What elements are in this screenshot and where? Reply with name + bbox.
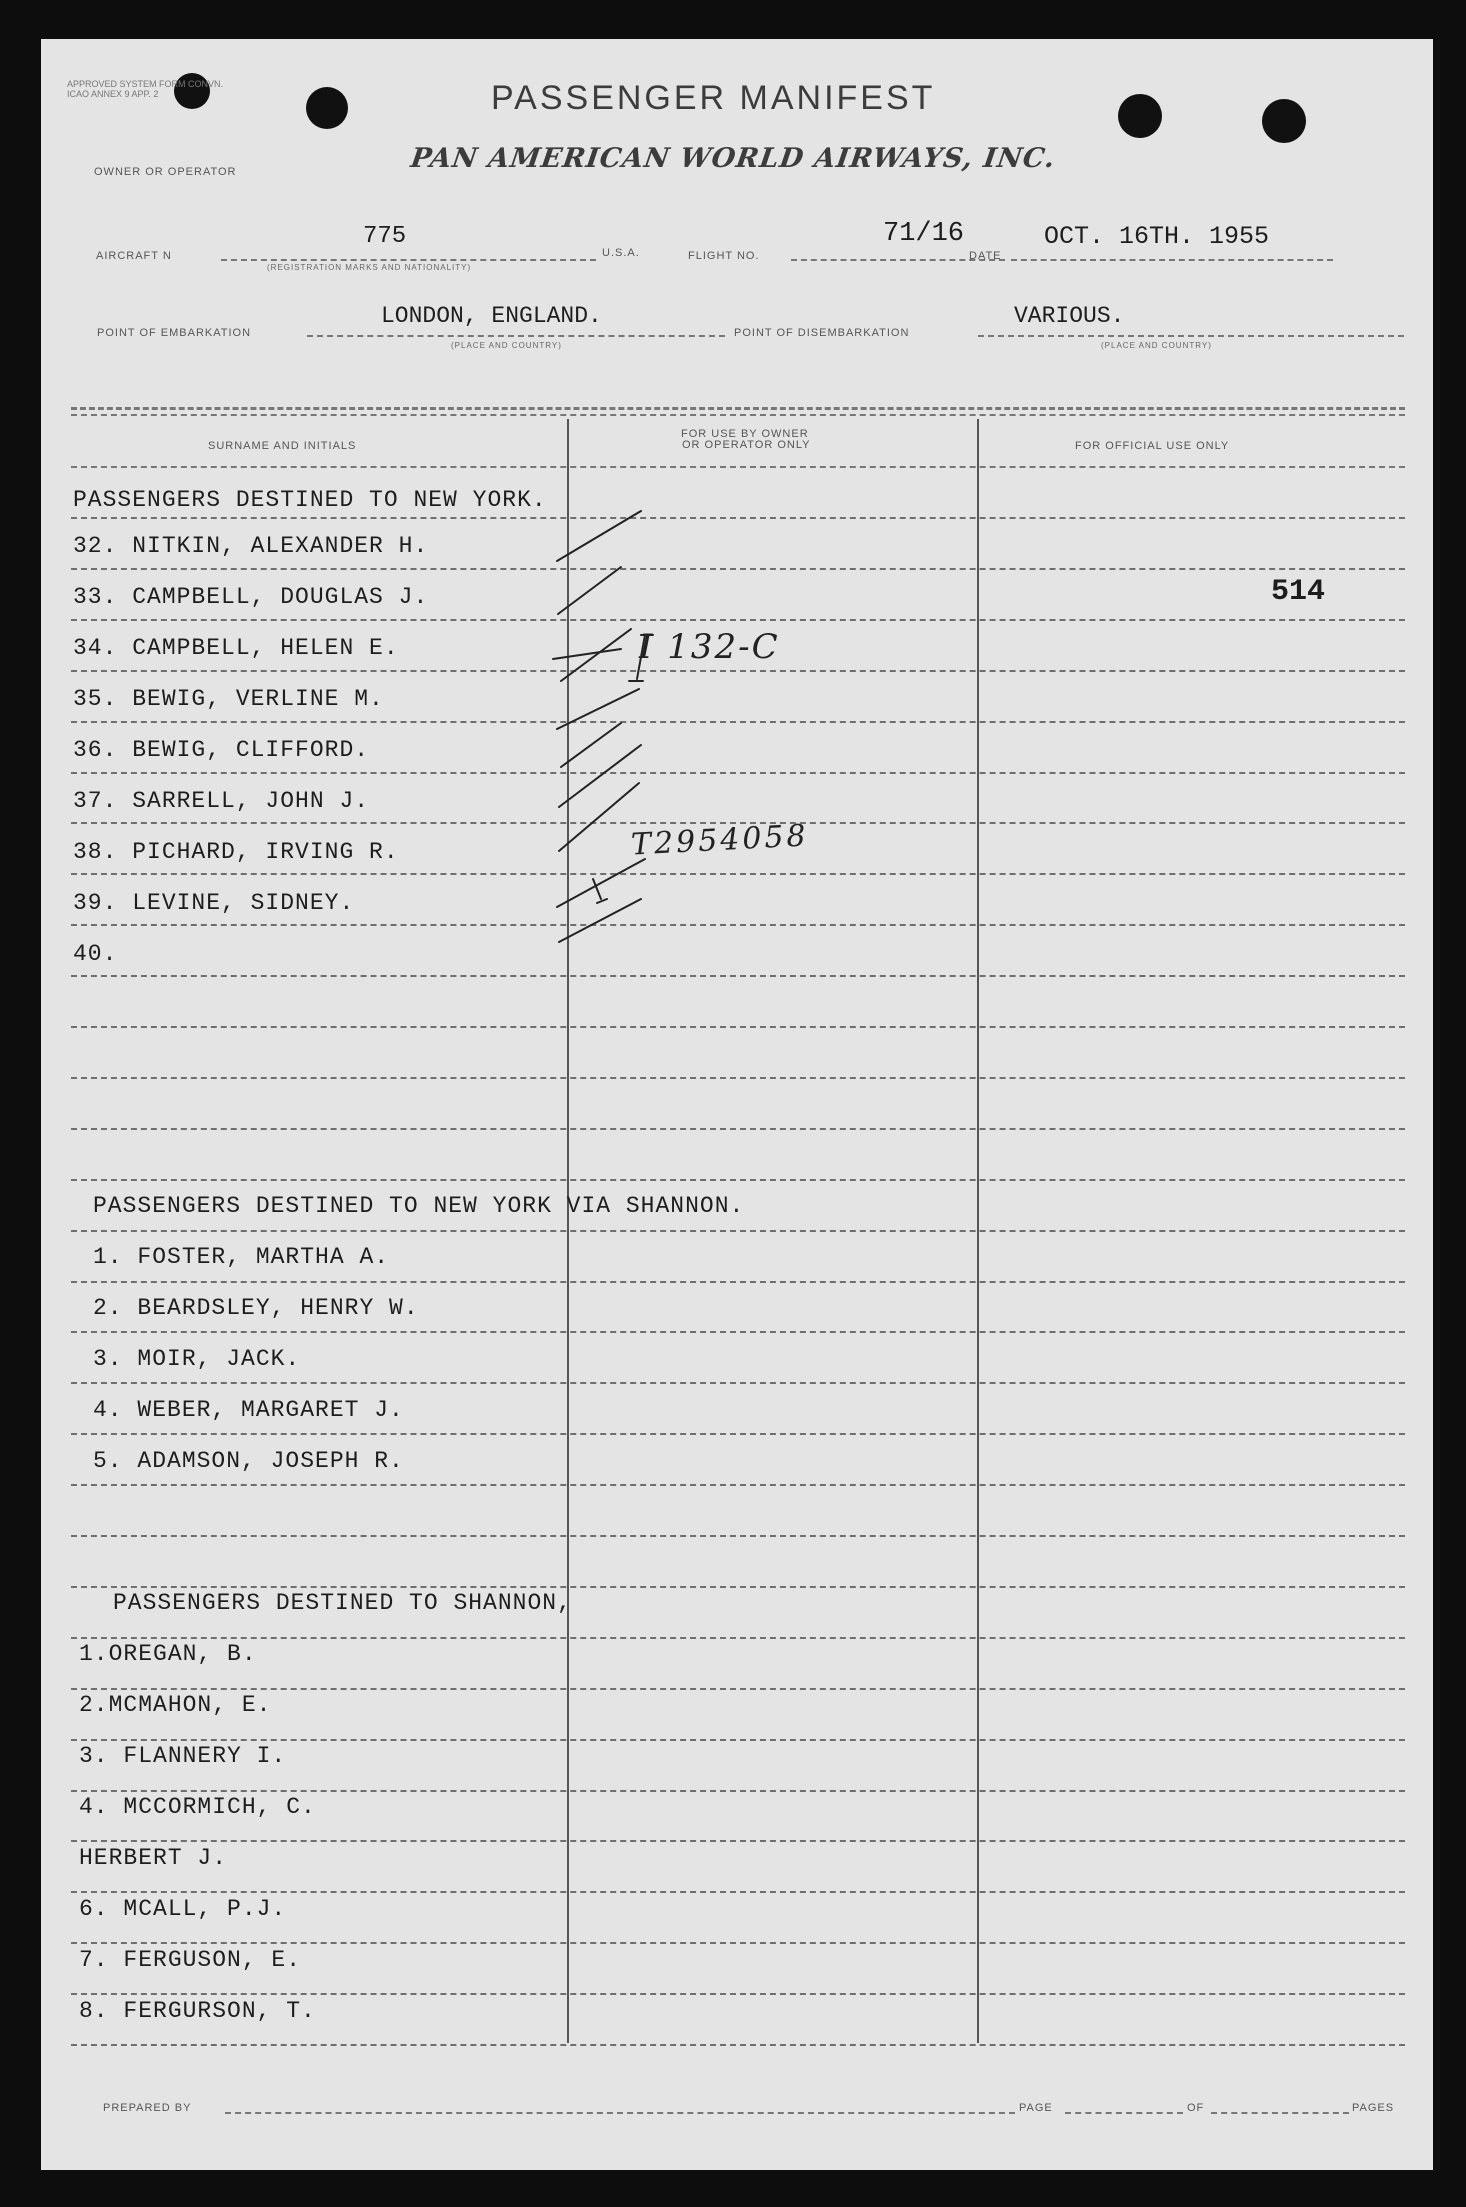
aircraft-sublabel: (REGISTRATION MARKS AND NATIONALITY): [267, 263, 472, 272]
check-marks: [41, 39, 1433, 2170]
disembarkation-label: POINT OF DISEMBARKATION: [734, 327, 910, 339]
disembarkation-sublabel: (PLACE AND COUNTRY): [1101, 341, 1212, 350]
check-mark: [553, 649, 621, 659]
check-mark: [557, 511, 641, 561]
passenger-row: 1. FOSTER, MARTHA A.: [93, 1244, 390, 1270]
pages-label: PAGES: [1352, 2102, 1395, 2114]
passenger-row: 37. SARRELL, JOHN J.: [73, 788, 370, 814]
passenger-row: 39. LEVINE, SIDNEY.: [73, 890, 355, 916]
check-mark: [559, 899, 641, 942]
passenger-row: 38. PICHARD, IRVING R.: [73, 839, 399, 865]
check-mark: [557, 689, 639, 729]
col-official-header: FOR OFFICIAL USE ONLY: [1075, 440, 1230, 452]
passenger-row: 3. FLANNERY I.: [79, 1743, 287, 1769]
passenger-row: 32. NITKIN, ALEXANDER H.: [73, 533, 429, 559]
passenger-row: 4. WEBER, MARGARET J.: [93, 1397, 404, 1423]
section-heading: PASSENGERS DESTINED TO NEW YORK.: [73, 487, 547, 513]
passenger-row: 34. CAMPBELL, HELEN E.: [73, 635, 399, 661]
date-value: OCT. 16TH. 1955: [1044, 222, 1270, 251]
aircraft-value: 775: [363, 223, 407, 250]
col-owner-header-line1: FOR USE BY OWNER: [681, 428, 809, 440]
page-title: PASSENGER MANIFEST: [491, 79, 936, 117]
passenger-row: 8. FERGURSON, T.: [79, 1998, 316, 2024]
disembarkation-value: VARIOUS.: [1014, 303, 1125, 329]
manifest-sheet: [41, 39, 1433, 2170]
aircraft-label: AIRCRAFT N: [96, 250, 172, 262]
passenger-row: 2.MCMAHON, E.: [79, 1692, 272, 1718]
handwritten-note: I 132-C: [639, 627, 780, 667]
embarkation-sublabel: (PLACE AND COUNTRY): [451, 341, 562, 350]
aircraft-nationality: U.S.A.: [602, 247, 640, 259]
passenger-row: 3. MOIR, JACK.: [93, 1346, 301, 1372]
passenger-row: HERBERT J.: [79, 1845, 228, 1871]
embarkation-label: POINT OF EMBARKATION: [97, 327, 252, 339]
date-label: DATE: [969, 250, 1002, 262]
col-surname-header: SURNAME AND INITIALS: [208, 440, 357, 452]
prepared-by-label: PREPARED BY: [103, 2102, 192, 2114]
passenger-row: 33. CAMPBELL, DOUGLAS J.: [73, 584, 429, 610]
handwritten-note: T2954058: [630, 818, 810, 863]
check-mark: [558, 567, 621, 614]
check-mark: [561, 629, 631, 681]
passenger-row: 5. ADAMSON, JOSEPH R.: [93, 1448, 404, 1474]
passenger-row: 7. FERGUSON, E.: [79, 1947, 302, 1973]
section-heading: PASSENGERS DESTINED TO SHANNON,: [113, 1590, 572, 1616]
owner-label: OWNER OR OPERATOR: [94, 166, 237, 178]
passenger-row: 2. BEARDSLEY, HENRY W.: [93, 1295, 419, 1321]
passenger-row: 35. BEWIG, VERLINE M.: [73, 686, 384, 712]
flight-value: 71/16: [883, 219, 965, 249]
approval-stamp: APPROVED SYSTEM FORM CONVN. ICAO ANNEX 9 APP. 2: [67, 79, 224, 99]
page-label: PAGE: [1019, 2102, 1053, 2114]
passenger-row: 36. BEWIG, CLIFFORD.: [73, 737, 370, 763]
passenger-row: 6. MCALL, P.J.: [79, 1896, 287, 1922]
embarkation-value: LONDON, ENGLAND.: [381, 303, 602, 329]
passenger-row: 1.OREGAN, B.: [79, 1641, 257, 1667]
official-number: 514: [1271, 575, 1326, 609]
section-heading: PASSENGERS DESTINED TO NEW YORK VIA SHANNON.: [93, 1193, 745, 1219]
col-owner-header-line2: OR OPERATOR ONLY: [682, 439, 811, 451]
check-mark: [559, 783, 639, 851]
flight-label: FLIGHT NO.: [688, 250, 760, 262]
passenger-row: 40.: [73, 941, 118, 967]
check-mark: [561, 723, 621, 767]
of-label: OF: [1187, 2102, 1205, 2114]
passenger-row: 4. MCCORMICH, C.: [79, 1794, 316, 1820]
company-name: PAN AMERICAN WORLD AIRWAYS, INC.: [408, 143, 1058, 174]
check-mark: [559, 745, 641, 807]
